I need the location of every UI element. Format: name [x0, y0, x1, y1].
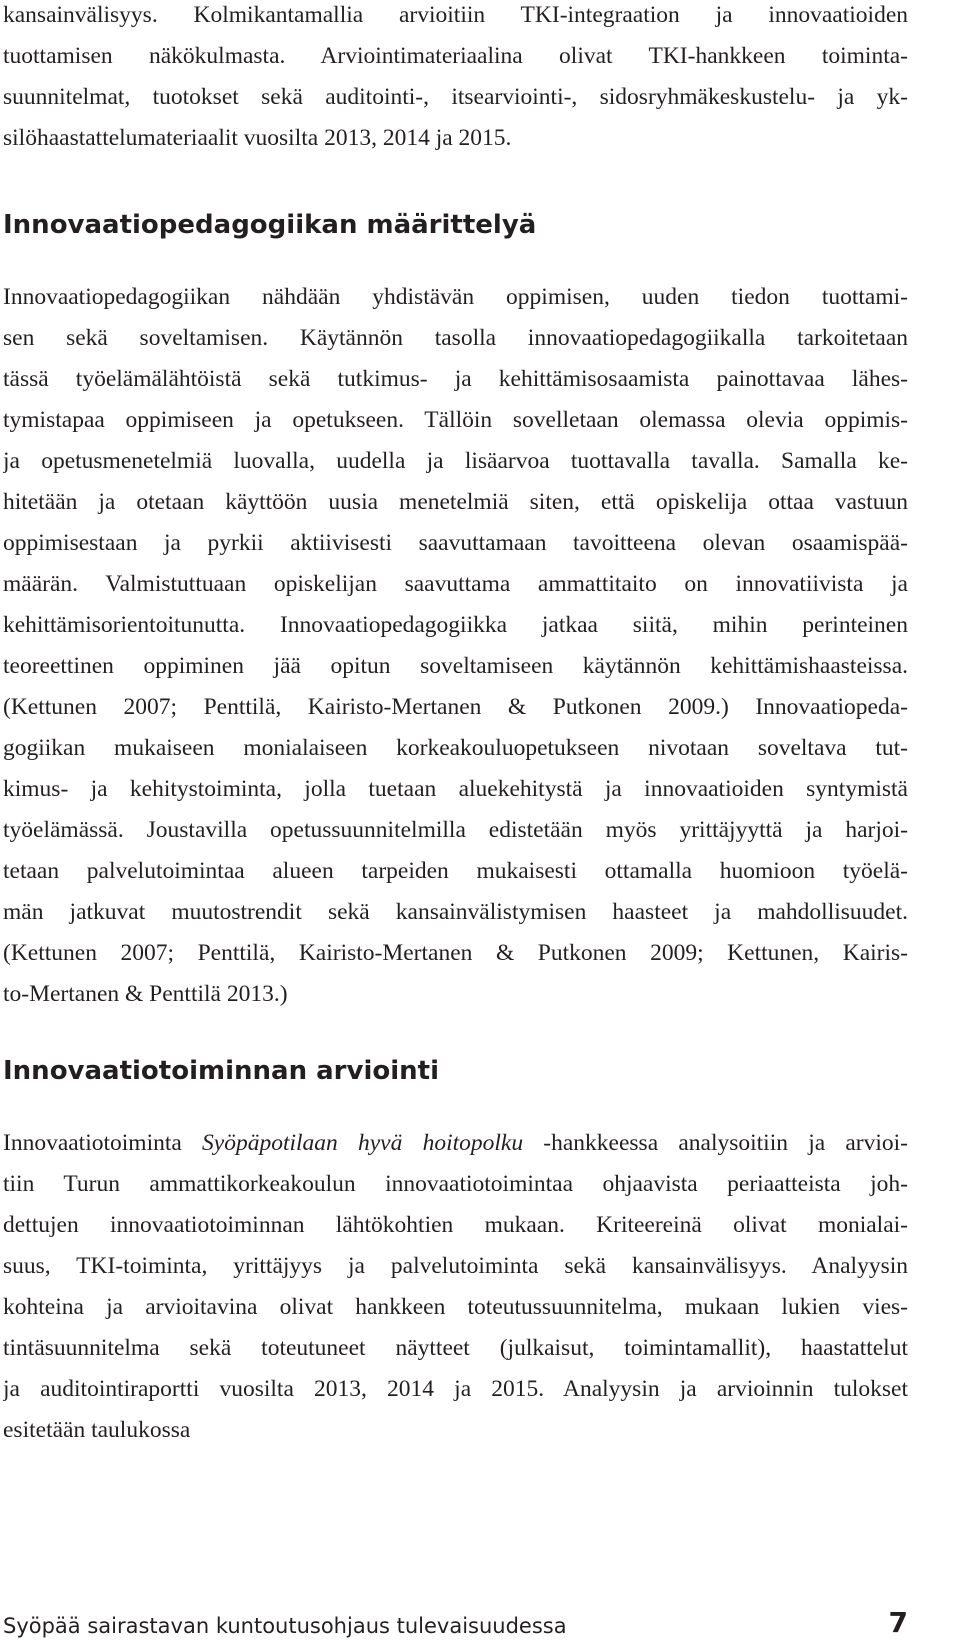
- body-line: kimus- ja kehitystoiminta, jolla tuetaan aluekehitystä ja innovaatioiden syntymistä: [3, 776, 908, 802]
- footer-title: Syöpää sairastavan kuntoutusohjaus tulevaisuudessa: [3, 1614, 567, 1638]
- body-line: tymistapaa oppimiseen ja opetukseen. Tällöin sovelletaan olemassa olevia oppimis-: [3, 407, 908, 433]
- body-line: tintäsuunnitelma sekä toteutuneet näytteet (julkaisut, toimintamallit), haastattelut: [3, 1335, 908, 1361]
- body-text: -hankkeessa analysoitiin ja arvioi-: [523, 1130, 908, 1156]
- body-text: Innovaatiotoiminta: [3, 1130, 203, 1156]
- body-line: sen sekä soveltamisen. Käytännön tasolla innovaatiopedagogiikalla tarkoitetaan: [3, 325, 908, 351]
- body-line: suus, TKI-toiminta, yrittäjyys ja palvelutoiminta sekä kansainvälisyys. Analyysin: [3, 1253, 908, 1279]
- body-line: tetaan palvelutoimintaa alueen tarpeiden mukaisesti ottamalla huomioon työelä-: [3, 858, 908, 884]
- body-line: tässä työelämälähtöistä sekä tutkimus- ja kehittämisosaamista painottavaa lähes-: [3, 366, 908, 392]
- body-line: työelämässä. Joustavilla opetussuunnitelmilla edistetään myös yrittäjyyttä ja harjoi-: [3, 817, 908, 843]
- body-line: kehittämisorientoitunutta. Innovaatiopedagogiikka jatkaa siitä, mihin perinteinen: [3, 612, 908, 638]
- body-line: dettujen innovaatiotoiminnan lähtökohtien mukaan. Kriteereinä olivat monialai-: [3, 1212, 908, 1238]
- body-line: oppimisestaan ja pyrkii aktiivisesti saavuttamaan tavoitteena olevan osaamispää-: [3, 530, 908, 556]
- body-line: hitetään ja otetaan käyttöön uusia menetelmiä siten, että opiskelija ottaa vastuun: [3, 489, 908, 515]
- body-line: esitetään taulukossa: [3, 1417, 191, 1443]
- body-line: män jatkuvat muutostrendit sekä kansainvälistymisen haasteet ja mahdollisuudet.: [3, 899, 908, 925]
- intro-line: kansainvälisyys. Kolmikantamallia arvioitiin TKI-integraation ja innovaatioiden: [3, 2, 908, 28]
- intro-line: tuottamisen näkökulmasta. Arviointimateriaalina olivat TKI-hankkeen toiminta-: [3, 43, 908, 69]
- body-line: teoreettinen oppiminen jää opitun soveltamiseen käytännön kehittämishaasteissa.: [3, 653, 908, 679]
- body-line: to-Mertanen & Penttilä 2013.): [3, 981, 288, 1007]
- body-line: ja auditointiraportti vuosilta 2013, 2014 ja 2015. Analyysin ja arvioinnin tulokset: [3, 1376, 908, 1402]
- intro-line: suunnitelmat, tuotokset sekä auditointi-, itsearviointi-, sidosryhmäkeskustelu- ja yk-: [3, 84, 908, 110]
- body-line: määrän. Valmistuttuaan opiskelijan saavuttama ammattitaito on innovatiivista ja: [3, 571, 908, 597]
- intro-line: silöhaastattelumateriaalit vuosilta 2013, 2014 ja 2015.: [3, 125, 512, 151]
- section-heading-innovaatiotoiminta: Innovaatiotoiminnan arviointi: [3, 1056, 439, 1086]
- project-name: Syöpäpotilaan hyvä hoitopolku: [202, 1130, 524, 1156]
- body-line: gogiikan mukaiseen monialaiseen korkeakouluopetukseen nivotaan soveltava tut-: [3, 735, 908, 761]
- body-line: ja opetusmenetelmiä luovalla, uudella ja lisäarvoa tuottavalla tavalla. Samalla ke-: [3, 448, 908, 474]
- page-number: 7: [888, 1606, 908, 1639]
- body-line: (Kettunen 2007; Penttilä, Kairisto-Mertanen & Putkonen 2009.) Innovaatiopeda-: [3, 694, 908, 720]
- body-line: (Kettunen 2007; Penttilä, Kairisto-Mertanen & Putkonen 2009; Kettunen, Kairis-: [3, 940, 908, 966]
- section-heading-innovaatiopedagogiikka: Innovaatiopedagogiikan määrittelyä: [3, 210, 537, 240]
- body-line: kohteina ja arvioitavina olivat hankkeen toteutussuunnitelma, mukaan lukien vies-: [3, 1294, 908, 1320]
- body-line: [3, 1128, 908, 1158]
- body-line: Innovaatiopedagogiikan nähdään yhdistävän oppimisen, uuden tiedon tuottami-: [3, 284, 908, 310]
- body-line: tiin Turun ammattikorkeakoulun innovaatiotoimintaa ohjaavista periaatteista joh-: [3, 1171, 908, 1197]
